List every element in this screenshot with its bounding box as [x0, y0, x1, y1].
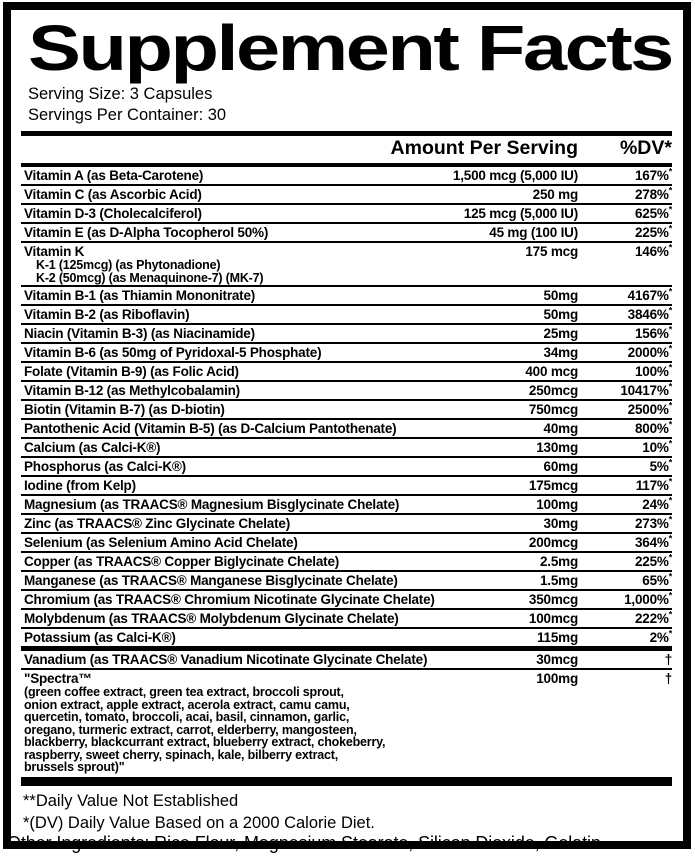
- nutrient-name: Copper (as TRAACS® Copper Biglycinate Chelate): [24, 554, 340, 569]
- nutrient-name: Niacin (Vitamin B-3) (as Niacinamide): [24, 326, 255, 341]
- table-row: [21, 475, 672, 494]
- nutrient-subline: quercetin, tomato, broccoli, acai, basil, cinnamon, garlic,: [24, 710, 350, 724]
- nutrient-dv: 625%*: [634, 204, 672, 221]
- nutrient-name: Vitamin K: [24, 244, 85, 259]
- table-row: [21, 437, 672, 456]
- nutrient-dv: 65%*: [642, 571, 672, 588]
- dv-asterisk: *: [668, 419, 672, 430]
- nutrient-amount: 100mg: [536, 671, 578, 686]
- dv-asterisk: *: [668, 571, 672, 582]
- dv-asterisk: *: [668, 590, 672, 601]
- nutrient-amount: 750mcg: [528, 402, 578, 417]
- nutrient-subline: K-2 (50mcg) (as Menaquinone-7) (MK-7): [36, 270, 264, 285]
- table-row: [21, 241, 672, 285]
- serving-info: [28, 84, 672, 126]
- nutrient-amount: 25mg: [543, 326, 578, 341]
- table-row: [21, 380, 672, 399]
- nutrient-subline: oregano, turmeric extract, carrot, elderberry, mangosteen,: [24, 722, 357, 737]
- dv-asterisk: *: [668, 457, 672, 468]
- supplement-facts-panel: [3, 2, 691, 849]
- nutrient-name: Vitamin B-2 (as Riboflavin): [24, 307, 190, 322]
- nutrient-dv: 4167%*: [627, 286, 672, 303]
- panel-title: Supplement Facts: [28, 12, 672, 84]
- nutrient-name: Folate (Vitamin B-9) (as Folic Acid): [24, 364, 239, 379]
- nutrient-dv: 167%*: [634, 166, 672, 183]
- dv-asterisk: *: [668, 438, 672, 449]
- table-row: [21, 494, 672, 513]
- nutrient-dv: 364%*: [634, 533, 672, 550]
- table-header: [21, 131, 672, 167]
- nutrient-amount: 250mcg: [528, 383, 578, 398]
- nutrient-dv: 24%*: [642, 495, 672, 512]
- nutrient-amount: 350mcg: [528, 592, 578, 607]
- nutrient-dv: 278%*: [634, 185, 672, 202]
- dv-asterisk: *: [668, 514, 672, 525]
- nutrient-amount: 100mcg: [528, 611, 578, 626]
- dv-asterisk: *: [668, 381, 672, 392]
- table-row: [21, 570, 672, 589]
- table-row: [21, 589, 672, 608]
- table-row: [21, 668, 672, 775]
- nutrient-dv: 273%*: [634, 514, 672, 531]
- nutrient-name: Potassium (as Calci-K®): [24, 630, 176, 645]
- nutrient-dv: 800%*: [634, 419, 672, 436]
- nutrient-dv: 3846%*: [627, 305, 672, 322]
- dv-asterisk: *: [668, 242, 672, 253]
- other-ingredients: Other Ingredients: Rice Flour, Magnesium Stearate, Silicon Dioxide, Gelatin: [7, 833, 601, 853]
- table-row: [21, 285, 672, 304]
- nutrient-subline: raspberry, sweet cherry, spinach, kale, bilberry extract,: [24, 747, 338, 762]
- nutrient-amount: 130mg: [536, 440, 578, 455]
- nutrient-dv: 117%*: [635, 476, 672, 493]
- nutrient-dv: 10%*: [642, 438, 672, 455]
- nutrient-dv: 100%*: [634, 362, 672, 379]
- nutrient-name: "Spectra™: [24, 671, 92, 686]
- nutrient-amount: 34mg: [543, 345, 578, 360]
- nutrient-dv: 222%*: [634, 609, 672, 626]
- nutrient-dv: †: [664, 652, 672, 667]
- table-row: [21, 184, 672, 203]
- dv-asterisk: *: [668, 324, 672, 335]
- nutrient-dv: 10417%*: [620, 381, 672, 398]
- nutrient-amount: 50mg: [543, 288, 578, 303]
- table-row: [21, 513, 672, 532]
- nutrient-subline: onion extract, apple extract, acerola extract, camu camu,: [24, 697, 350, 712]
- table-row: [21, 456, 672, 475]
- nutrient-amount: 200mcg: [528, 535, 578, 550]
- nutrient-dv: †: [664, 671, 672, 686]
- nutrient-name: Biotin (Vitamin B-7) (as D-biotin): [24, 402, 225, 417]
- serving-size: Serving Size: 3 Capsules: [28, 85, 213, 103]
- nutrient-amount: 50mg: [543, 307, 578, 322]
- nutrient-dv: 2500%*: [627, 400, 672, 417]
- nutrient-amount: 115mg: [536, 630, 578, 645]
- table-row: [21, 532, 672, 551]
- table-row: [21, 167, 672, 184]
- nutrient-name: Phosphorus (as Calci-K®): [24, 459, 186, 474]
- table-row: [21, 203, 672, 222]
- section-divider-bar: [21, 777, 672, 786]
- nutrient-name: Vitamin B-1 (as Thiamin Mononitrate): [24, 288, 256, 303]
- table-row: [21, 323, 672, 342]
- table-row: [21, 304, 672, 323]
- column-header-dv: %DV*: [619, 137, 672, 159]
- dv-asterisk: *: [668, 533, 672, 544]
- nutrient-amount: 45 mg (100 IU): [489, 225, 578, 240]
- nutrient-name: Magnesium (as TRAACS® Magnesium Bisglycinate Chelate): [24, 497, 400, 512]
- nutrient-name: Vanadium (as TRAACS® Vanadium Nicotinate Glycinate Chelate): [24, 652, 428, 667]
- table-row: [21, 627, 672, 646]
- nutrient-name: Vitamin C (as Ascorbic Acid): [24, 187, 202, 202]
- dv-asterisk: *: [668, 286, 672, 297]
- column-header-amount: Amount Per Serving: [390, 137, 578, 159]
- nutrient-subline: K-1 (125mcg) (as Phytonadione): [36, 258, 221, 272]
- facts-rows: [21, 167, 672, 775]
- nutrient-name: Chromium (as TRAACS® Chromium Nicotinate Glycinate Chelate): [24, 592, 435, 607]
- nutrient-name: Vitamin B-12 (as Methylcobalamin): [24, 383, 240, 398]
- table-row: [21, 608, 672, 627]
- table-row: [21, 361, 672, 380]
- nutrient-name: Molybdenum (as TRAACS® Molybdenum Glycinate Chelate): [24, 611, 399, 626]
- nutrient-subline: brussels sprout)": [24, 760, 125, 774]
- footnote-dv-basis: *(DV) Daily Value Based on a 2000 Calorie Diet.: [23, 814, 375, 832]
- nutrient-amount: 2.5mg: [539, 554, 578, 569]
- dv-asterisk: *: [668, 495, 672, 506]
- nutrient-dv: 156%*: [634, 324, 672, 341]
- nutrient-name: Pantothenic Acid (Vitamin B-5) (as D-Calcium Pantothenate): [24, 421, 397, 436]
- dv-asterisk: *: [668, 185, 672, 196]
- nutrient-name: Vitamin E (as D-Alpha Tocopherol 50%): [24, 225, 269, 240]
- nutrient-amount: 100mg: [536, 497, 578, 512]
- nutrient-amount: 175 mcg: [525, 244, 578, 259]
- table-row: [21, 342, 672, 361]
- nutrient-amount: 60mg: [543, 459, 578, 474]
- nutrient-dv: 225%*: [634, 552, 672, 569]
- table-row: [21, 222, 672, 241]
- nutrient-amount: 1.5mg: [539, 573, 578, 588]
- nutrient-name: Vitamin A (as Beta-Carotene): [24, 168, 204, 183]
- nutrient-dv: 225%*: [634, 223, 672, 240]
- dv-asterisk: *: [668, 362, 672, 373]
- dv-asterisk: *: [668, 609, 672, 620]
- dv-asterisk: *: [668, 476, 672, 487]
- dv-asterisk: *: [668, 223, 672, 234]
- dv-asterisk: *: [668, 552, 672, 563]
- nutrient-amount: 30mg: [543, 516, 578, 531]
- nutrient-name-wrap: [21, 672, 672, 774]
- nutrient-name: Calcium (as Calci-K®): [24, 440, 161, 455]
- nutrient-dv: 146%*: [634, 242, 672, 259]
- nutrient-name: Selenium (as Selenium Amino Acid Chelate): [24, 535, 298, 550]
- nutrient-amount: 30mcg: [536, 652, 578, 667]
- nutrient-amount: 1,500 mcg (5,000 IU): [452, 168, 578, 183]
- footnotes: [21, 786, 672, 837]
- dv-asterisk: *: [668, 628, 672, 639]
- nutrient-dv: 1,000%*: [624, 590, 672, 607]
- nutrient-dv: 2000%*: [627, 343, 672, 360]
- dv-asterisk: *: [668, 204, 672, 215]
- nutrient-amount: 125 mcg (5,000 IU): [463, 206, 578, 221]
- table-row: [21, 399, 672, 418]
- dv-asterisk: *: [668, 343, 672, 354]
- nutrient-dv: 2%*: [649, 628, 672, 645]
- nutrient-name: Vitamin D-3 (Cholecalciferol): [24, 206, 202, 221]
- nutrient-amount: 250 mg: [532, 187, 578, 202]
- table-row: [21, 551, 672, 570]
- nutrient-subline: (green coffee extract, green tea extract, broccoli sprout,: [24, 685, 344, 699]
- nutrient-amount: 400 mcg: [525, 364, 578, 379]
- nutrient-name: Vitamin B-6 (as 50mg of Pyridoxal-5 Phosphate): [24, 345, 322, 360]
- nutrient-name: Manganese (as TRAACS® Manganese Bisglycinate Chelate): [24, 573, 398, 588]
- dv-asterisk: *: [668, 166, 672, 177]
- nutrient-name: Iodine (from Kelp): [24, 478, 136, 493]
- dv-asterisk: *: [668, 305, 672, 316]
- nutrient-name: Zinc (as TRAACS® Zinc Glycinate Chelate): [24, 516, 291, 531]
- nutrient-amount: 40mg: [543, 421, 578, 436]
- footnote-not-established: **Daily Value Not Established: [23, 791, 239, 810]
- servings-per-container: Servings Per Container: 30: [28, 106, 227, 124]
- nutrient-dv: 5%*: [649, 457, 672, 474]
- nutrient-amount: 175mcg: [528, 478, 578, 493]
- nutrient-subline: blackberry, blackcurrant extract, blueberry extract, chokeberry,: [24, 735, 386, 749]
- table-row: [21, 646, 672, 668]
- dv-asterisk: *: [668, 400, 672, 411]
- table-row: [21, 418, 672, 437]
